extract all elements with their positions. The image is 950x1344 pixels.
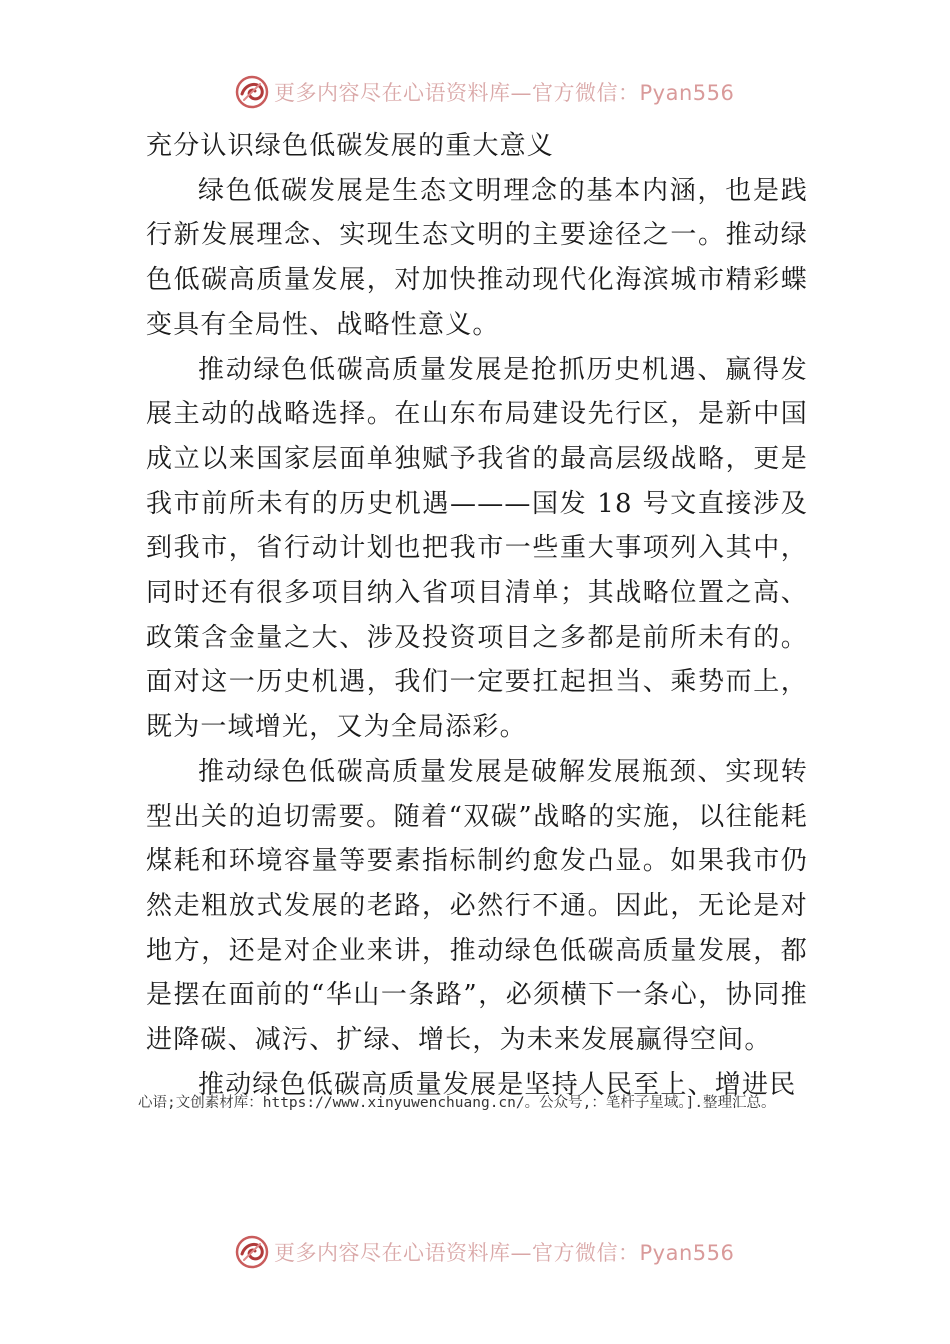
document-heading: 充分认识绿色低碳发展的重大意义 [146,131,555,161]
paragraph: 推动绿色低碳高质量发展是破解发展瓶颈、实现转型出关的迫切需要。随着“双碳”战略的实施，以往能耗煤耗和环境容量等要素指标制约愈发凸显。如果我市仍然走粗放式发展的老路，必然行不通。因此，无论是对地方，还是对企业来讲，推动绿色低碳高质量发展，都是摆在面前的“华山一条路”，必须横下一条心，协同推进降碳、减污、扩绿、增长，为未来发展赢得空间。 [146,756,808,1056]
swirl-logo-icon [234,1234,270,1270]
source-footnote: 心语;文创素材库：https://www.xinyuwenchuang.cn/。公众号,：笔杆子星域。].整理汇总。 [138,1095,776,1111]
paragraph: 推动绿色低碳高质量发展是抢抓历史机遇、赢得发展主动的战略选择。在山东布局建设先行区，是新中国成立以来国家层面单独赋予我省的最高层级战略，更是我市前所未有的历史机遇———国发 18 号文直接涉及到我市，省行动计划也把我市一些重大事项列入其中，同时还有很多项目纳入省项目清单；其战略位置之高、政策含金量之大、涉及投资项目之多都是前所未有的。面对这一历史机遇，我们一定要扛起担当、乘势而上，既为一域增光，又为全局添彩。 [146,354,808,743]
paragraph: 推动绿色低碳高质量发展是坚持人民至上、增进民 [198,1069,797,1100]
watermark-text: 更多内容尽在心语资料库—官方微信：Pyan556 [274,1241,735,1265]
watermark-footer [234,1232,734,1272]
watermark-header [234,72,734,112]
document-body [146,124,808,1107]
swirl-logo-icon [234,74,270,110]
watermark-text: 更多内容尽在心语资料库—官方微信：Pyan556 [274,81,735,105]
paragraph: 绿色低碳发展是生态文明理念的基本内涵，也是践行新发展理念、实现生态文明的主要途径之一。推动绿色低碳高质量发展，对加快推动现代化海滨城市精彩蝶变具有全局性、战略性意义。 [146,175,808,340]
